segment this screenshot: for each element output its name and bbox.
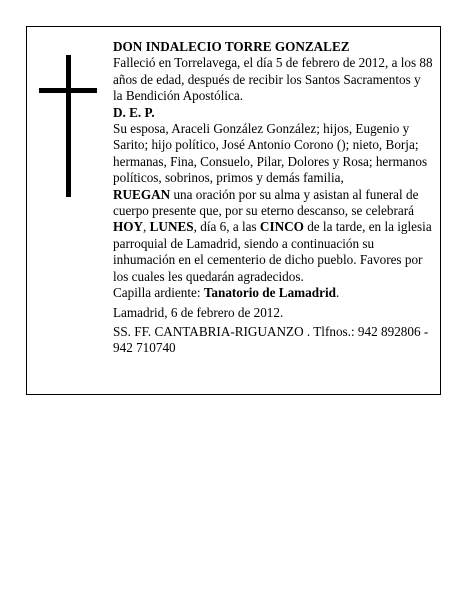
obituary-frame — [26, 26, 441, 395]
funeral-home-contact: SS. FF. CANTABRIA-RIGUANZO . Tlfnos.: 942 892806 - 942 710740 — [113, 323, 429, 356]
rip-line: D. E. P. — [113, 104, 155, 120]
cross-horizontal-bar — [39, 88, 97, 93]
hoy-word: HOY — [113, 219, 144, 235]
cinco-word: CINCO — [259, 219, 304, 235]
death-statement: Falleció en Torrelavega, el día 5 de febrero de 2012, a los 88 años de edad, después de recibir los Santos Sacramentos y la Bendición Apostólica. — [113, 55, 433, 104]
lunes-word: LUNES — [149, 219, 194, 235]
chapel-line: Capilla ardiente: Tanatorio de Lamadrid. — [113, 285, 340, 301]
family-list: Su esposa, Araceli González González; hijos, Eugenio y Sarito; hijo político, José Antonio Corono (); nieto, Borja; hermanas, Fina, Consuelo, Pilar, Dolores y Rosa; hermanos políticos, sobrinos, primos y demás familia, — [113, 121, 428, 186]
chapel-place: Tanatorio de Lamadrid — [203, 285, 336, 301]
deceased-name: DON INDALECIO TORRE GONZALEZ — [113, 39, 350, 54]
place-date: Lamadrid, 6 de febrero de 2012. — [113, 304, 284, 320]
obituary-text — [113, 39, 433, 357]
ruegan-word: RUEGAN — [113, 186, 171, 202]
funeral-request: RUEGAN una oración por su alma y asistan al funeral de cuerpo presente que, por su eterno descanso, se celebrará HOY, LUNES, día 6, a las CINCO de la tarde, en la iglesia parroquial de Lamadrid, siendo a continuación su inhumación en el cementerio de dicho pueblo. Favores por los cuales les quedarán agradecidos. — [113, 186, 432, 284]
cross-icon — [39, 55, 97, 197]
cross-vertical-bar — [66, 55, 71, 197]
